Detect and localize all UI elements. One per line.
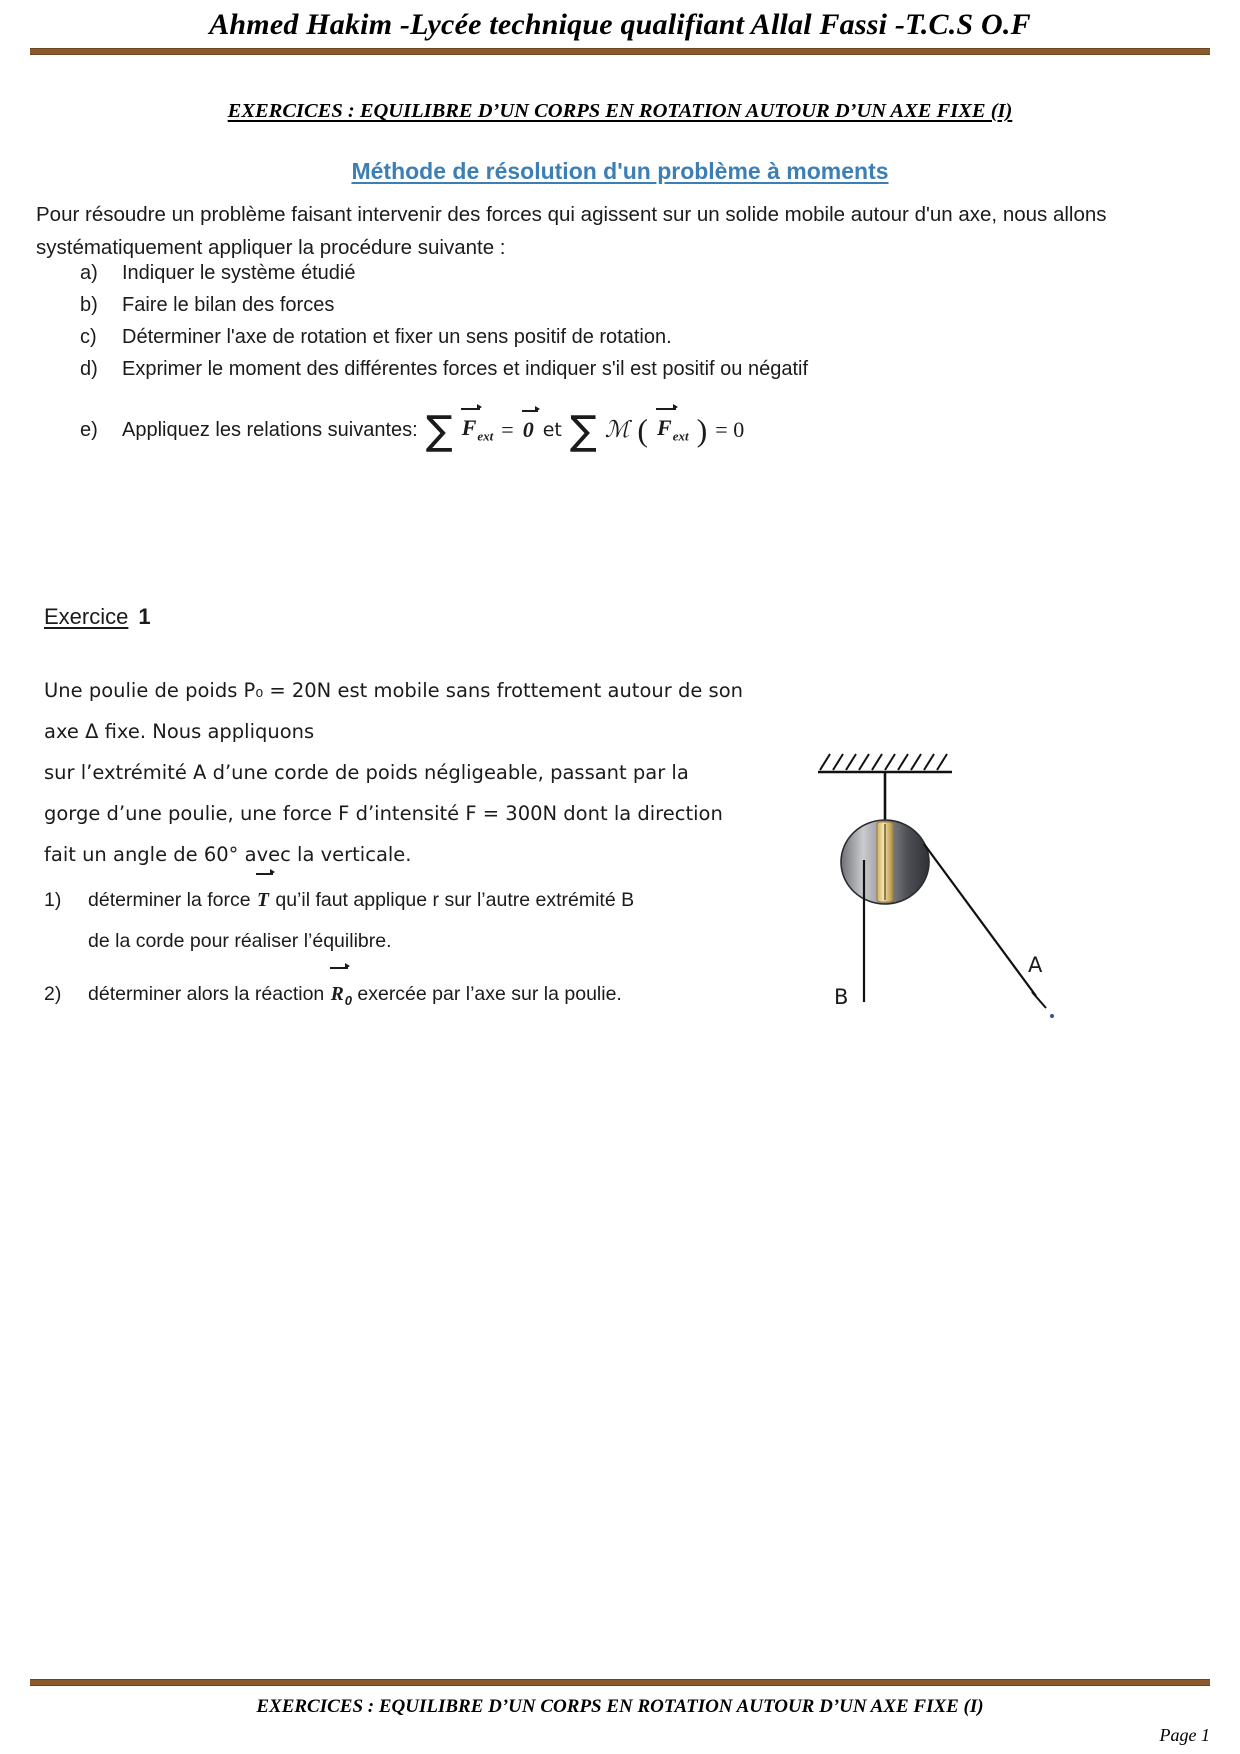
list-item-marker: a)	[80, 262, 98, 284]
rope-end-a	[1032, 992, 1046, 1008]
equals-symbol: =	[501, 417, 514, 442]
moment-symbol: ℳ	[604, 417, 630, 442]
figure-label-b: B	[834, 985, 849, 1009]
force-vector-subscript: ext	[672, 428, 689, 444]
list-item	[80, 321, 1180, 353]
exercise-questions	[44, 880, 774, 1033]
question-text-line2: de la corde pour réaliser l’équilibre.	[88, 930, 392, 952]
page-header	[30, 8, 1210, 64]
pulley-figure	[800, 740, 1120, 1040]
endpoint-marker	[1050, 1014, 1054, 1018]
question-marker: 2)	[44, 983, 62, 1005]
header-title: Ahmed Hakim -Lycée technique qualifiant Allal Fassi -T.C.S O.F	[209, 8, 1031, 41]
list-item-label: Exprimer le moment des différentes forces et indiquer s'il est positif ou négatif	[122, 358, 809, 380]
exercise-statement	[44, 670, 764, 875]
question-marker: 1)	[44, 889, 62, 911]
list-item	[80, 353, 1180, 385]
method-intro-text: Pour résoudre un problème faisant intervenir des forces qui agissent sur un solide mobile autour d'un axe, nous allons systématiquement appliquer la procédure suivante :	[36, 203, 1107, 259]
question-text-before: déterminer la force	[88, 889, 251, 911]
method-step-e	[80, 408, 745, 454]
figure-label-a: A	[1028, 953, 1043, 977]
sum-symbol: ∑	[425, 408, 453, 454]
list-item	[80, 289, 1180, 321]
zero-vector-symbol: 0	[522, 417, 534, 442]
question-text	[88, 974, 774, 1021]
reaction-vector-subscript: 0	[344, 992, 352, 1008]
question-text-after: qu’il faut applique r sur l’autre extrémité B	[275, 889, 635, 911]
list-item-label: Déterminer l'axe de rotation et fixer un sens positif de rotation.	[122, 326, 672, 348]
force-vector-symbol: F	[657, 415, 672, 441]
equilibrium-formula	[425, 408, 745, 454]
question-item	[44, 974, 774, 1021]
exercise-label: Exercice	[44, 604, 129, 629]
statement-line-2: sur l’extrémité A d’une corde de poids négligeable, passant par la	[44, 761, 689, 784]
list-item-label: Appliquez les relations suivantes:	[122, 418, 418, 441]
equals-zero: = 0	[715, 417, 745, 442]
list-item	[80, 257, 1180, 289]
header-divider	[30, 48, 1210, 55]
paren-close: )	[696, 412, 708, 448]
list-item-label: Faire le bilan des forces	[122, 294, 335, 316]
page-number: Page 1	[1159, 1725, 1210, 1745]
sum-symbol: ∑	[569, 408, 597, 454]
method-steps-list	[80, 257, 1180, 385]
list-item-marker: c)	[80, 326, 97, 348]
ceiling-hatching	[820, 754, 947, 770]
page-footer	[30, 1679, 1210, 1745]
question-text-after: exercée par l’axe sur la poulie.	[357, 983, 622, 1005]
method-section-title: Méthode de résolution d'un problème à moments	[351, 158, 889, 184]
list-item-label: Indiquer le système étudié	[122, 262, 356, 284]
question-text	[88, 880, 774, 962]
conjunction-et: et	[542, 419, 562, 441]
footer-divider	[30, 1679, 1210, 1686]
rope-segment-a	[924, 844, 1036, 996]
force-vector-symbol: F	[461, 415, 477, 441]
statement-line-1: Une poulie de poids P₀ = 20N est mobile sans frottement autour de son axe Δ fixe. Nous appliquons	[44, 679, 743, 743]
footer-title: EXERCICES : EQUILIBRE D’UN CORPS EN ROTATION AUTOUR D’UN AXE FIXE (I)	[256, 1696, 984, 1717]
statement-line-3: gorge d’une poulie, une force F d’intensité F = 300N dont la direction	[44, 802, 723, 825]
reaction-vector-symbol: R	[330, 974, 345, 1015]
force-vector-subscript: ext	[477, 428, 494, 444]
paren-open: (	[637, 412, 649, 448]
list-item-marker: e)	[80, 418, 98, 441]
exercise-number: 1	[138, 604, 151, 629]
question-item	[44, 880, 774, 962]
list-item-marker: d)	[80, 358, 98, 380]
page-title: EXERCICES : EQUILIBRE D’UN CORPS EN ROTATION AUTOUR D’UN AXE FIXE (I)	[227, 100, 1013, 122]
tension-vector-symbol: T	[256, 880, 270, 921]
exercise-heading	[44, 604, 151, 630]
list-item-marker: b)	[80, 294, 98, 316]
question-text-before: déterminer alors la réaction	[88, 983, 325, 1005]
statement-line-4: fait un angle de 60° avec la verticale.	[44, 843, 412, 866]
